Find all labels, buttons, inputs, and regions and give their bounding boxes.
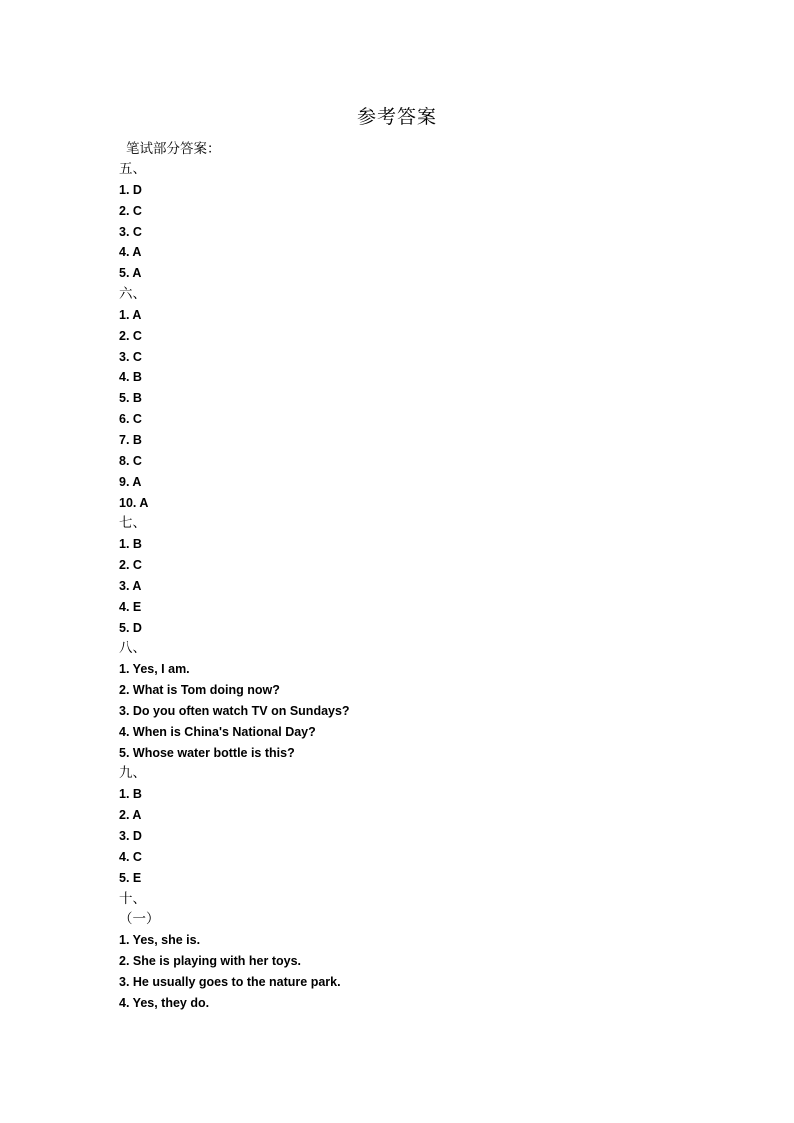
answer-line: 3. C <box>119 224 142 239</box>
answer-line: 2. C <box>119 328 142 343</box>
section-heading: 九、 <box>119 765 146 782</box>
answer-line: 2. C <box>119 203 142 218</box>
answer-line: 4. When is China's National Day? <box>119 724 316 739</box>
answer-line: 4. E <box>119 599 142 614</box>
answer-list <box>119 159 350 1014</box>
section-heading: 六、 <box>119 286 146 303</box>
section-heading: 七、 <box>119 515 146 532</box>
section-heading: 五、 <box>119 161 146 177</box>
answer-line: 1. A <box>119 307 142 322</box>
answer-line: 4. B <box>119 370 142 385</box>
answer-line: 6. C <box>119 412 142 427</box>
answer-line: 3. A <box>119 578 142 593</box>
answer-line: 5. Whose water bottle is this? <box>119 745 295 760</box>
section-heading: 十、 <box>119 890 146 907</box>
answer-line: 10. A <box>119 495 149 510</box>
section-heading: （一） <box>119 911 160 928</box>
answer-line: 1. Yes, she is. <box>119 933 201 948</box>
answer-line: 2. She is playing with her toys. <box>119 954 301 969</box>
answer-line: 1. B <box>119 787 142 802</box>
answer-line: 4. Yes, they do. <box>119 995 210 1010</box>
answer-line: 5. A <box>119 266 142 281</box>
section-heading: 八、 <box>119 640 146 657</box>
answer-line: 5. E <box>119 870 142 885</box>
answer-line: 8. C <box>119 453 142 468</box>
answer-line: 5. B <box>119 391 142 406</box>
answer-line: 3. C <box>119 349 142 364</box>
answer-line: 4. A <box>119 245 142 260</box>
answer-line: 1. D <box>119 182 142 197</box>
answer-line: 5. D <box>119 620 142 635</box>
answer-line: 2. C <box>119 558 142 573</box>
answer-line: 2. What is Tom doing now? <box>119 683 280 698</box>
answer-line: 3. He usually goes to the nature park. <box>119 974 341 989</box>
answer-line: 3. Do you often watch TV on Sundays? <box>119 703 350 718</box>
page-title: 参考答案 <box>356 106 437 128</box>
answer-line: 1. B <box>119 537 142 552</box>
answer-line: 3. D <box>119 829 142 843</box>
section-subtitle: 笔试部分答案： <box>126 141 221 157</box>
answer-line: 4. C <box>119 849 142 864</box>
answer-line: 9. A <box>119 474 142 489</box>
answer-line: 7. B <box>119 432 142 447</box>
answer-line: 1. Yes, I am. <box>119 662 190 677</box>
answer-line: 2. A <box>119 808 142 823</box>
